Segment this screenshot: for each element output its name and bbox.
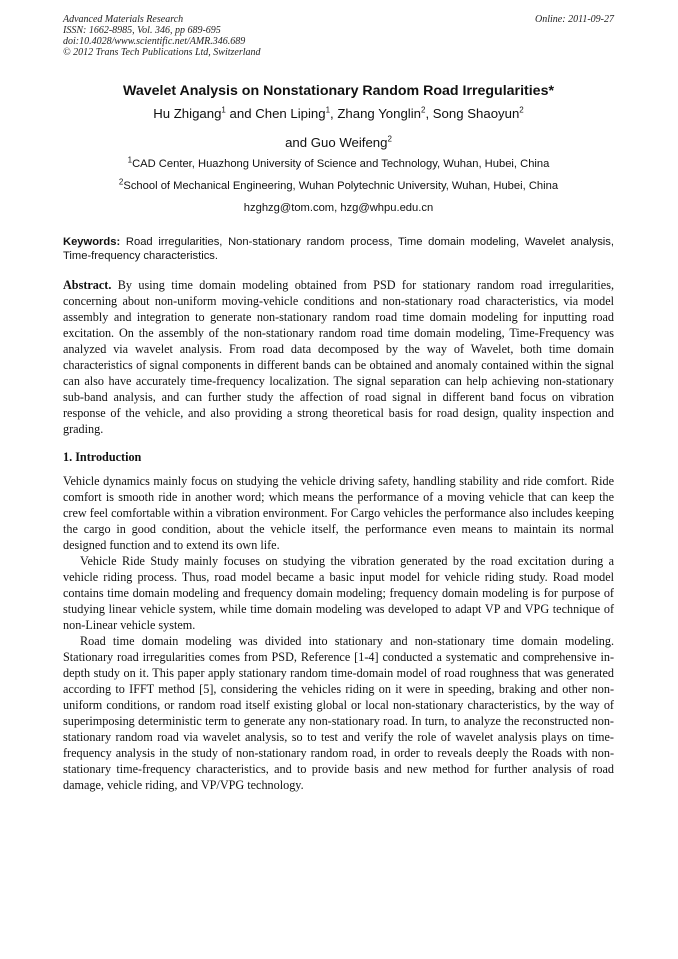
issn-line: ISSN: 1662-8985, Vol. 346, pp 689-695 [63,25,221,36]
journal-name: Advanced Materials Research [63,14,184,25]
affiliation-2 [63,179,614,193]
running-header [63,14,614,58]
author-name: and Guo Weifeng [285,135,388,150]
affiliation-1 [63,157,614,171]
keywords [63,235,614,263]
paragraph: Vehicle dynamics mainly focus on studying the vehicle driving safety, handling stability and ride comfort. Ride comfort is smooth ride in another word; which means the performance of a moving vehicle that can keep the crew feel comfortable within a vibration environment. For Cargo vehicles the performance also includes keeping the cargo in good condition, about the vehicle itself, the performance even means to maintain its normal designed function and to extend its own life. [63,474,614,552]
keywords-text: Road irregularities, Non-stationary random process, Time domain modeling, Wavelet analysis, Time-frequency characteristics. [63,236,614,262]
paragraph: Road time domain modeling was divided into stationary and non-stationary time domain modeling. Stationary road irregularities comes from PSD, Reference [1-4] conducted a systematic and comprehensive in-depth study on it. This paper apply stationary random time-domain model of road roughness that was generated according to IFFT method [5], considering the vehicles riding on it were in speeding, braking and other non-uniform conditions, or random road itself existing global or local non-stationary characteristics, by the way of superimposing deterministic term to generate any non-stationary road. In turn, to analyze the reconstructed non-stationary random road via wavelet analysis, so to test and verify the role of wavelet analysis plays on time-frequency analysis in the study of non-stationary random road, in order to reveals deeply the Roads with non-stationary time-frequency characteristics, and to provide basis and new method for further analysis of road damage, vehicle riding, and VP/VPG technology. [63,634,614,792]
author-sup: 2 [420,105,426,115]
author-name: and Chen Liping [225,106,326,121]
author-line-2 [63,133,614,153]
doi-line: doi:10.4028/www.scientific.net/AMR.346.689 [63,36,246,47]
affiliation-text: CAD Center, Huazhong University of Science and Technology, Wuhan, Hubei, China [132,158,550,170]
author-emails: hzghzg@tom.com, hzg@whpu.edu.cn [243,202,434,214]
copyright-line: © 2012 Trans Tech Publications Ltd, Switzerland [63,47,261,58]
author-name: Hu Zhigang [153,106,222,121]
author-sup: 2 [387,134,392,144]
author-sup: 1 [325,105,331,115]
keywords-label: Keywords: [63,236,121,248]
section-heading: 1. Introduction [63,450,142,464]
affiliation-sup: 2 [118,177,124,187]
online-date: Online: 2011-09-27 [535,14,614,25]
paper-title: Wavelet Analysis on Nonstationary Random Road Irregularities* [123,83,554,99]
abstract-label: Abstract. [63,278,112,292]
paper-page [63,14,614,793]
author-sup: 2 [519,105,524,115]
affiliation-sup: 1 [127,155,133,165]
affiliation-text: School of Mechanical Engineering, Wuhan Polytechnic University, Wuhan, Hubei, China [123,180,559,192]
abstract-text: By using time domain modeling obtained from PSD for stationary random road irregularities, concerning about non-uniform moving-vehicle conditions and non-stationary road characteristics, via model assembly and integration to generate non-stationary random road time domain modeling for inputting road excitation. On the assembly of the non-stationary random road time domain modeling, Time-Frequency was analyzed via wavelet analysis. From road data decomposed by the way of Wavelet, both time domain characteristics of signal components in different bands can be obtained and anomaly contained within the signal can also have accurately time-frequency localization. The signal separation can help achieving non-stationary sub-band analysis, and can further study the affection of road signal in different band focus on vibration response of the vehicle, and also providing a strong theoretical basis for road design, quality inspection and grading. [63,278,614,436]
author-line-1 [63,104,614,124]
author-name: , Song Shaoyun [425,106,520,121]
author-sup: 1 [221,105,226,115]
paragraph: Vehicle Ride Study mainly focuses on studying the vibration generated by the road excitation during a vehicle riding process. Thus, road model became a basic input model for vehicle riding study. Road model contains time domain modeling and frequency domain modeling; frequency domain modeling is for purpose of studying linear vehicle system, while time domain modeling was developed to adapt VP and VPG technique of non-Linear vehicle system. [63,554,614,632]
abstract [63,277,614,437]
author-name: , Zhang Yonglin [330,106,421,121]
